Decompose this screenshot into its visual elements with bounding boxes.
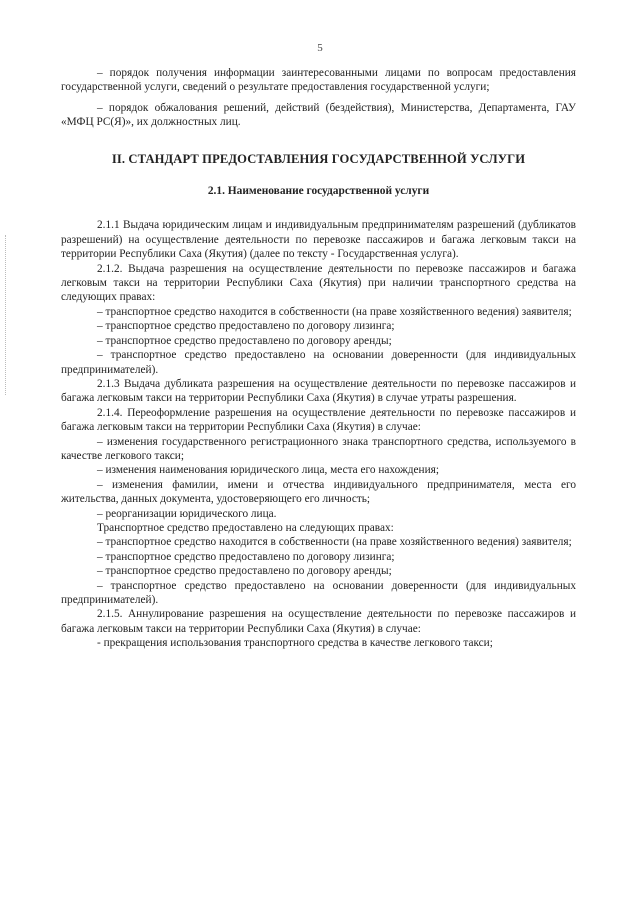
section-title: II. СТАНДАРТ ПРЕДОСТАВЛЕНИЯ ГОСУДАРСТВЕННОЙ УСЛУГИ (111, 151, 526, 166)
list-item: – изменения наименования юридического лица, места его нахождения; (97, 464, 439, 477)
intro-item: – порядок обжалования решений, действий (бездействия), Министерства, Департамента, ГАУ «МФЦ РС(Я)», их должностных лиц. (61, 101, 576, 129)
list-item: – изменения государственного регистрационного знака транспортного средства, используемого в качестве легкового такси; (61, 435, 576, 462)
intro-item: – порядок получения информации заинтересованными лицами по вопросам предоставления государственной услуги, сведений о результате предоставления государственной услуги; (61, 67, 576, 94)
list-item: – транспортное средство предоставлено на основании доверенности (для индивидуальных предпринимателей). (61, 349, 576, 376)
list-item: – транспортное средство предоставлено по договору лизинга; (97, 320, 395, 333)
paragraph: Транспортное средство предоставлено на следующих правах: (97, 521, 394, 534)
list-item: – транспортное средство предоставлено по договору лизинга; (97, 550, 395, 563)
paragraph: 2.1.3 Выдача дубликата разрешения на осуществление деятельности по перевозке пассажиров и багажа легковым такси на территории Республики Саха (Якутия) в случае утраты разрешения. (61, 377, 576, 405)
list-item: – транспортное средство предоставлено на основании доверенности (для индивидуальных предпринимателей). (61, 579, 576, 606)
document-body (61, 66, 576, 651)
list-item: – транспортное средство предоставлено по договору аренды; (97, 565, 392, 578)
page-number: 5 (317, 42, 323, 54)
list-item: – изменения фамилии, имени и отчества индивидуального предпринимателя, места его жительства, данных документа, удостоверяющего его личность; (61, 478, 576, 506)
paragraph: 2.1.5. Аннулирование разрешения на осуществление деятельности по перевозке пассажиров и багажа легковым такси на территории Республики Саха (Якутия) в случае: (61, 608, 576, 635)
list-item: – транспортное средство находится в собственности (на праве хозяйственного ведения) заявителя; (97, 536, 572, 549)
subsection-title: 2.1. Наименование государственной услуги (207, 185, 430, 198)
list-item: – транспортное средство предоставлено по договору аренды; (97, 334, 392, 347)
paragraph: 2.1.4. Переоформление разрешения на осуществление деятельности по перевозке пассажиров и багажа легковым такси на территории Республики Саха (Якутия) в случае: (61, 406, 576, 434)
scan-edge-mark (5, 235, 7, 395)
paragraph: 2.1.2. Выдача разрешения на осуществление деятельности по перевозке пассажиров и багажа легковым такси на территории Республики Саха (Якутия) при наличии транспортного средства на следующих правах: (61, 262, 576, 304)
paragraph: 2.1.1 Выдача юридическим лицам и индивидуальным предпринимателям разрешений (дубликатов разрешений) на осуществление деятельности по перевозке пассажиров и багажа легковым такси на территории Республики Саха (Якутия) (далее по тексту - Государственная услуга). (61, 219, 576, 261)
list-item: - прекращения использования транспортного средства в качестве легкового такси; (97, 637, 493, 650)
list-item: – транспортное средство находится в собственности (на праве хозяйственного ведения) заявителя; (97, 305, 572, 318)
list-item: – реорганизации юридического лица. (97, 507, 277, 520)
